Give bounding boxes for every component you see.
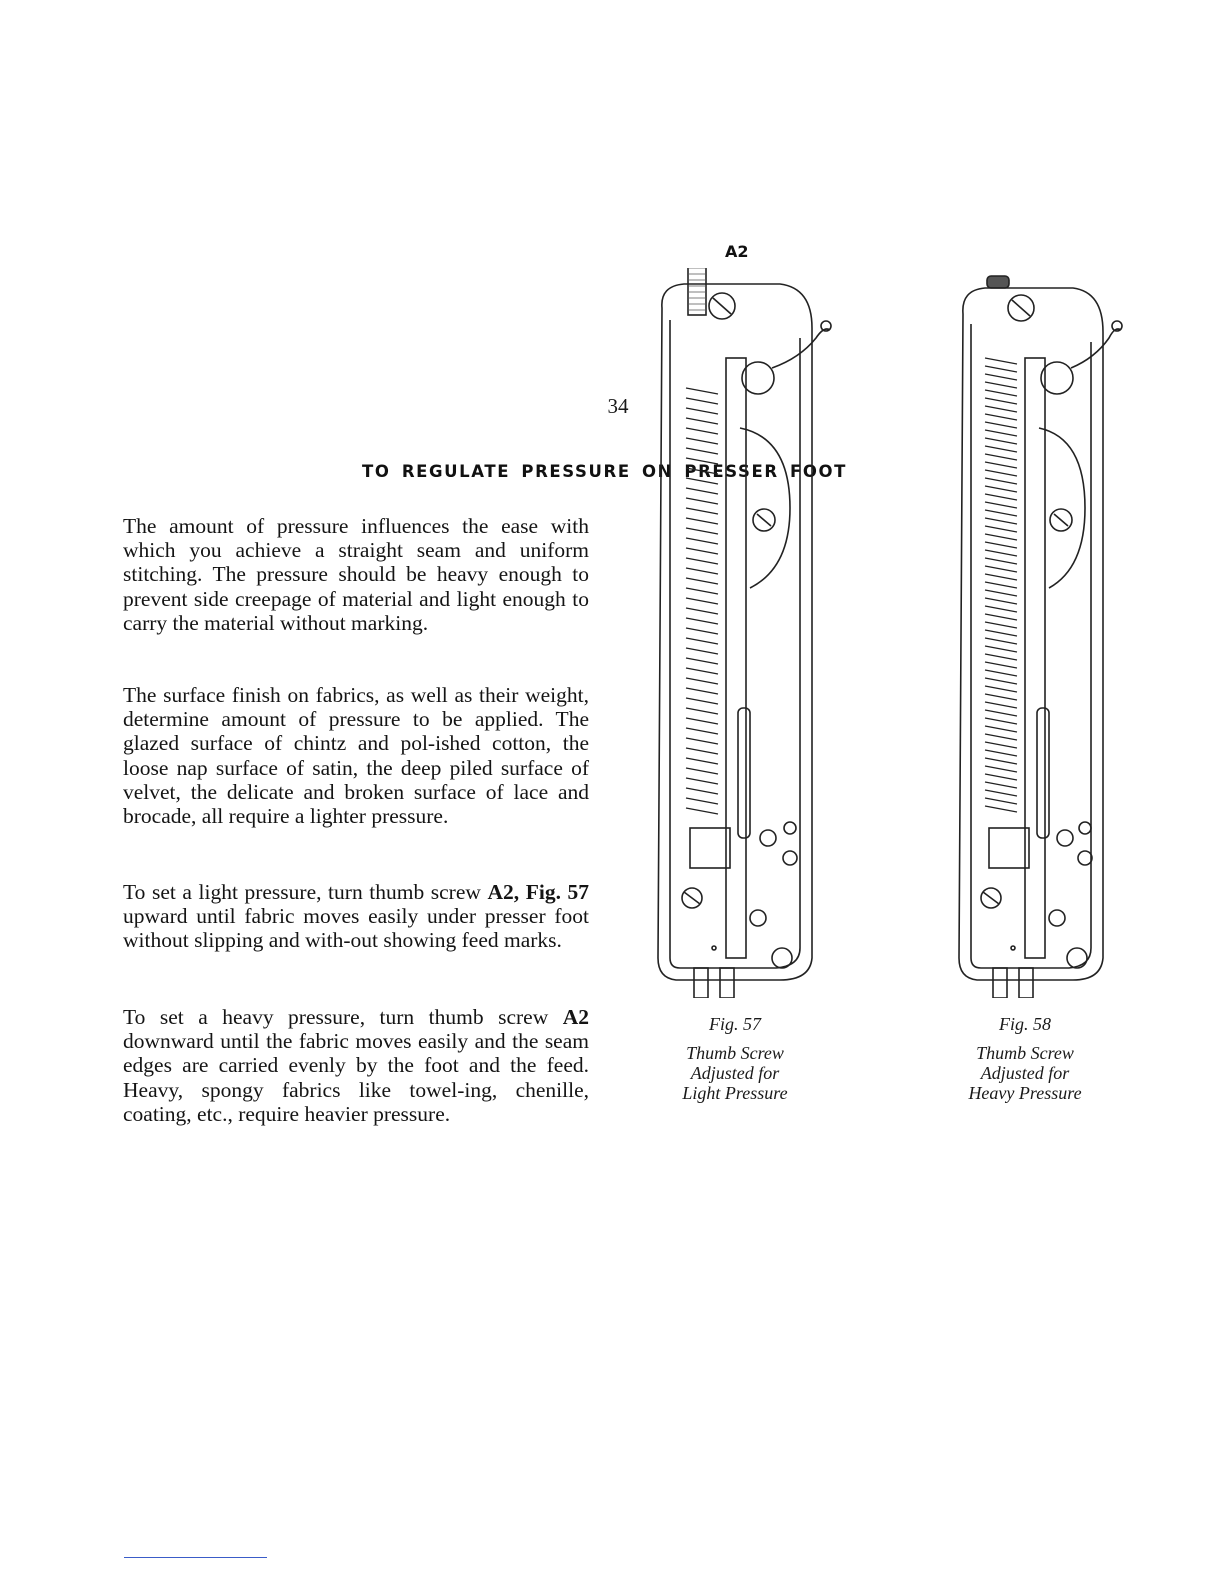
paragraph-light-pressure [123, 880, 589, 953]
figure-58-illustration [945, 268, 1125, 998]
paragraph-fabric-finish: The surface finish on fabrics, as well as their weight, determine amount of pressure to be applied. The glazed surface of chintz and pol-ished cotton, the loose nap surface of satin, the deep piled surface of velvet, the delicate and broken surface of lace and brocade, all require a lighter pressure. [123, 683, 589, 829]
light-pressure-reference: A2, Fig. 57 [487, 880, 590, 904]
figure-58-caption-line: Adjusted for [980, 1063, 1070, 1083]
figure-58-caption [940, 1014, 1110, 1103]
section-heading: TO REGULATE PRESSURE ON PRESSER FOOT [362, 462, 848, 481]
figure-57-caption-line: Light Pressure [682, 1083, 788, 1103]
heavy-pressure-reference: A2 [562, 1005, 589, 1029]
heavy-pressure-rest: downward until the fabric moves easily and the seam edges are carried evenly by the foot and the feed. Heavy, spongy fabrics like towel-ing, chenille, coating, etc., require heavier pressure. [123, 1029, 589, 1126]
figure-57-illustration [640, 268, 840, 998]
paragraph-heavy-pressure [123, 1005, 589, 1126]
page-number: 34 [607, 394, 629, 418]
figure-58-caption-line: Heavy Pressure [968, 1083, 1082, 1103]
heavy-pressure-intro: To set a heavy pressure, turn thumb screw [123, 1005, 549, 1029]
light-pressure-intro: To set a light pressure, turn thumb screw [123, 880, 481, 904]
callout-a2-label: A2 [725, 242, 749, 261]
figure-57-caption-line: Adjusted for [690, 1063, 780, 1083]
figure-58-label: Fig. 58 [999, 1014, 1051, 1034]
figure-57-caption-line: Thumb Screw [686, 1043, 784, 1063]
thumb-screw-head-icon [987, 276, 1009, 288]
figure-58-caption-line: Thumb Screw [976, 1043, 1074, 1063]
figure-57-caption [650, 1014, 820, 1103]
figure-57-label: Fig. 57 [709, 1014, 761, 1034]
footer-rule [124, 1557, 267, 1558]
paragraph-pressure-intro: The amount of pressure influences the ease with which you achieve a straight seam and uniform stitching. The pressure should be heavy enough to prevent side creepage of material and light enough to carry the material without marking. [123, 514, 589, 635]
light-pressure-rest: upward until fabric moves easily under presser foot without slipping and with-out showing feed marks. [123, 904, 589, 953]
